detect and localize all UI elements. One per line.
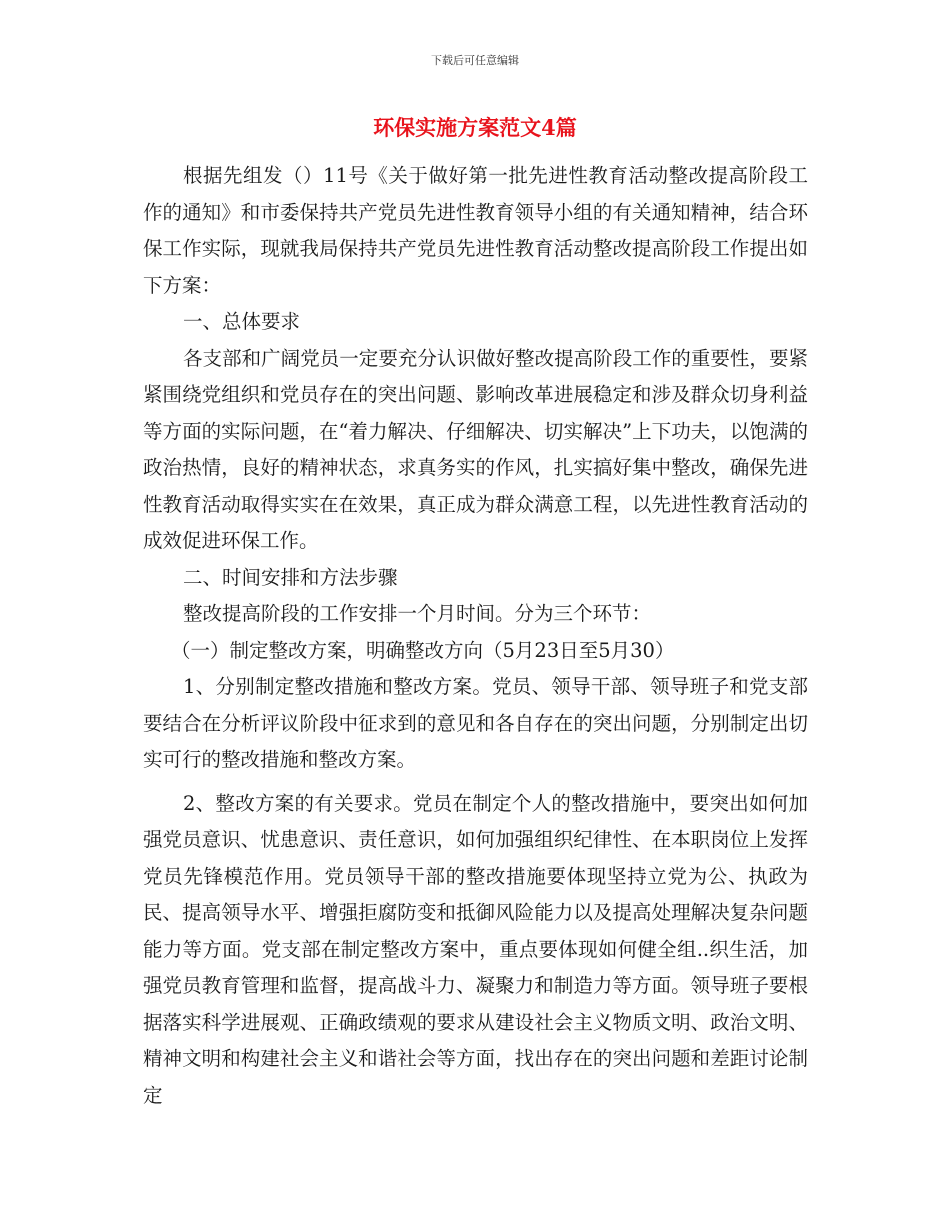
paragraph-general-requirements: 各支部和广阔党员一定要充分认识做好整改提高阶段工作的重要性，要紧紧围绕党组织和党员存在的突出问题、影响改革进展稳定和涉及群众切身利益等方面的实际问题，在“着力解决、仔细解决、切实解决”上下功夫，以饱满的政治热情，良好的精神状态，求真务实的作风，扎实搞好集中整改，确保先进性教育活动取得实实在在效果，真正成为群众满意工程，以先进性教育活动的成效促进环保工作。 (143, 346, 808, 552)
subheading-stage-one: （一）制定整改方案，明确整改方向（5月23日至5月30） (171, 638, 675, 662)
header-note: 下载后可任意编辑 (431, 54, 519, 67)
heading-schedule-and-steps: 二、时间安排和方法步骤 (183, 565, 398, 589)
document-body (143, 158, 808, 1114)
document-title: 环保实施方案范文4篇 (373, 115, 577, 140)
paragraph-item-2: 2、整改方案的有关要求。党员在制定个人的整改措施中，要突出如何加强党员意识、忧患意识、责任意识，如何加强组织纪律性、在本职岗位上发挥党员先锋模范作用。党员领导干部的整改措施要体现坚持立党为公、执政为民、提高领导水平、增强拒腐防变和抵御风险能力以及提高处理解决复杂问题能力等方面。党支部在制定整改方案中，重点要体现如何健全组..织生活，加强党员教育管理和监督，提高战斗力、凝聚力和制造力等方面。领导班子要根据落实科学进展观、正确政绩观的要求从建设社会主义物质文明、政治文明、精神文明和构建社会主义和谐社会等方面，找出存在的突出问题和差距讨论制定 (143, 791, 808, 1107)
paragraph-schedule: 整改提高阶段的工作安排一个月时间。分为三个环节： (183, 602, 652, 625)
paragraph-intro: 根据先组发（）11号《关于做好第一批先进性教育活动整改提高阶段工作的通知》和市委保持共产党员先进性教育领导小组的有关通知精神，结合环保工作实际，现就我局保持共产党员先进性教育活动整改提高阶段工作提出如下方案： (143, 164, 808, 297)
heading-general-requirements: 一、总体要求 (183, 310, 301, 333)
paragraph-item-1: 1、分别制定整改措施和整改方案。党员、领导干部、领导班子和党支部要结合在分析评议阶段中征求到的意见和各自存在的突出问题，分别制定出切实可行的整改措施和整改方案。 (143, 675, 808, 771)
